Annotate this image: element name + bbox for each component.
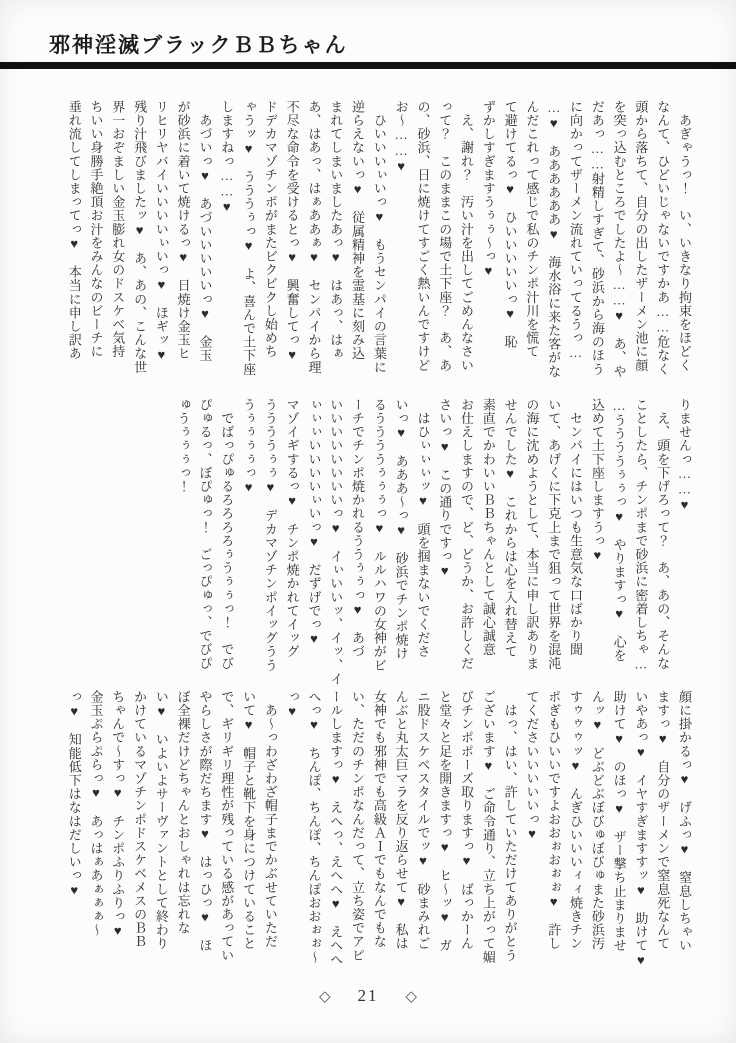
text-column: ことしたら、チンポまで砂浜に密着しちゃ… — [633, 398, 649, 672]
text-column: やらしさが際だちます♥ はっひっ♥ ほ — [197, 690, 213, 953]
text-column: あづいっ♥ あづいいいいいっ♥ 金玉 — [197, 100, 213, 363]
text-column: …♥ ああああああ♥ 海水浴に来た客がな — [546, 100, 562, 378]
footer-diamond-left-icon: ◇ — [318, 988, 331, 1005]
text-column: でばっぴゅるろろろろぅうぅぅっ！ でび — [219, 398, 235, 670]
text-column: っ♥ 知能低下はなはだしいっ♥ — [66, 690, 82, 898]
text-column: 不尽な命令を受けるとっ♥ 興奮してっ♥ — [284, 100, 300, 363]
text-column: っ♥ — [284, 690, 300, 720]
footer-diamond-right-icon: ◇ — [405, 988, 418, 1005]
text-column: センパイにはいつも生意気な口ばかり聞 — [568, 398, 584, 657]
text-column: 込めて土下座しますうっ♥ — [589, 398, 605, 564]
text-column: って？ このままこの場で土下座？ あ、あ — [437, 100, 453, 372]
text-column: ございます♥ ご命令通り、立ち上がって媚 — [480, 690, 496, 964]
text-column: ひいいいぃいっ♥ もうセンパイの言葉に — [371, 100, 387, 374]
text-column: まれてしまいましたあっ♥ はあっ、はぁ — [328, 100, 344, 361]
text-column: はっ、はい、許していただけてありがとう — [502, 690, 518, 962]
text-column: 頭から落ちて、自分の出したザーメン池に顔 — [633, 100, 649, 372]
text-column: あ、はあっ、はぁああぁ♥ センパイから理 — [306, 100, 322, 374]
text-column: 残り汁飛びましたッ♥ あ、あの、こんな世 — [132, 100, 148, 374]
text-column: ーチでチンポ焼かれるううぅぅっ♥ あづ — [350, 398, 366, 659]
text-column: 垂れ流してしまってっ♥ 本当に申し訳あ — [66, 100, 82, 361]
text-column: 女神でも邪神でも高級ＡＩでもなんでもな — [371, 690, 387, 949]
text-column: 逆らえないっ♥ 従属精神を霊基に刻み込 — [350, 100, 366, 361]
text-band-2 — [35, 398, 695, 698]
text-column: せんでした♥ これからは心を入れ替えて — [502, 398, 518, 659]
text-column: 素直でかわいいＢＢちゃんとして誠心誠意 — [480, 398, 496, 657]
text-column: うぅぅぅぅっ♥ — [241, 398, 257, 496]
text-column: しますねっ……♥ — [219, 100, 235, 215]
text-column: なんて、ひどいじゃないですかあ……危なく — [655, 100, 671, 376]
text-column: はひぃぃぃッ♥ 頭を掴まないでくださ — [415, 398, 431, 659]
text-column: 顔に掛かるっ♥ げふっ♥ 窒息しちゃい — [677, 690, 692, 953]
text-column: ゅうぅぅぅっ！ — [175, 398, 191, 494]
text-column: いやあっ♥ イヤすぎますすッ♥ 助けて♥ — [633, 690, 649, 968]
text-column: 金玉ぷらぷらっ♥ あっはぁあぁぁぁ～ — [88, 690, 104, 937]
text-column: に向かってザーメン流れていってるうっ… — [568, 100, 584, 361]
text-column: ちゃんで～すっ♥ チンポふりふりっ♥ — [110, 690, 126, 939]
text-column: へっ♥ ちんぽ、ちんぽ、ちんぽおおぉぉ～ — [306, 690, 322, 964]
text-column: いいいいいいいいっ♥ イぃいいッ、イッ、イ — [328, 398, 344, 686]
text-column: え、頭を下げろって？ あ、あの、そんな — [655, 398, 671, 670]
text-column: あ～っわざわざ帽子までかぶせていただ — [262, 690, 278, 949]
text-column: い、ただのチンポなんだって、立ち姿でアピ — [350, 690, 366, 962]
text-column: かけているマゾチンポドスケベメスのＢＢ — [132, 690, 148, 949]
text-column: の、砂浜、日に焼けてすごく熱いんですけど — [415, 100, 431, 372]
text-column: びチンポポーズ取りますっ♥ ばっかーん — [459, 690, 475, 951]
text-column: ぼ全裸だけどちゃんとおしゃれは忘れな — [175, 690, 191, 935]
text-column: リヒリヤバイいいいいぃいっ♥ ほギッ♥ — [153, 100, 169, 363]
text-band-3 — [35, 690, 695, 990]
text-column: …ううううぅぅっ♥ やりますっ♥ 心を — [611, 398, 627, 663]
text-column: ドデカマゾチンポがまたビクビクし始めち — [262, 100, 278, 359]
text-column: い♥ いよいよサーヴァントとして終わり — [153, 690, 169, 951]
text-column: 界一おぞましい金玉膨れ女のドスケベ気持 — [110, 100, 126, 359]
text-column: ポぎもひいいですよおおぉおぉぉ♥ 許し — [546, 690, 562, 951]
text-column: だあっ……射精しすぎて、砂浜から海のほう — [589, 100, 605, 376]
text-column: んぶと丸太巨マラを反り返らせて♥ 私は — [393, 690, 409, 951]
text-column: ールしますっ♥ えへっ、えへへ♥ えへへ — [328, 690, 344, 966]
text-column: さいっ♥ この通りですっ♥ — [437, 398, 453, 579]
text-column: いて♥ 帽子と靴下を身につけていること — [241, 690, 257, 951]
text-column: を突っ込むところでしたよ～……♥ あ、や — [611, 100, 627, 378]
text-column: んッ♥ どぶどぶぼびゅぼびゅまた砂浜汚 — [589, 690, 605, 951]
page-title: 邪神淫滅ブラックＢＢちゃん — [49, 33, 348, 57]
text-column: ぃぃぃいいいいぃいっ♥ だずげでっ♥ — [306, 398, 322, 647]
text-column: いて、あげくに下克上まで狙って世界を混沌 — [546, 398, 562, 670]
text-column: ちいい身勝手絶頂お汁をみんなのビーチに — [88, 100, 104, 359]
text-column: て避けてるっ♥ ひいいいいいっ♥ 恥 — [502, 100, 518, 349]
text-column: お仕えしますので、ど、どうか、お許しくだ — [459, 398, 475, 670]
text-column: あぎゃうっ！ い、いきなり拘束をほどく — [677, 100, 692, 372]
text-column: ううううぅぅ♥ デカマゾチンポイッグうう — [262, 398, 278, 672]
text-column: ゃうッ♥ うううぅっ♥ よ、喜んで土下座 — [241, 100, 257, 376]
text-band-1 — [35, 100, 695, 400]
text-column: え、謝れ？ 汚い汁を出してごめんなさい — [459, 100, 475, 372]
page-footer — [0, 986, 736, 1006]
text-column: お～……♥ — [393, 100, 409, 174]
text-column: で、ギリギリ理性が残っている感があってい — [219, 690, 235, 962]
text-column: てくださいいいいいっ♥ — [524, 690, 540, 842]
text-column: が砂浜に着いて焼けるっ♥ 日焼け金玉ヒ — [175, 100, 191, 361]
text-column: んだこれって感じで私のチンポ汁川を慌て — [524, 100, 540, 359]
text-column: いっ♥ あああ～っ♥ 砂浜でチンポ焼け — [393, 398, 409, 661]
text-column: ぴゅるっ、ぼぴゅっ！ ごっぴゅっ、でびぴ — [197, 398, 213, 670]
text-column: と堂々と足を開きますっ♥ ヒ～ッ♥ ガ — [437, 690, 453, 953]
text-column: ずかしすぎますうぅぅ～っ♥ — [480, 100, 496, 279]
text-column: 助けて♥ のほっ♥ ザー撃ち止まりませ — [611, 690, 627, 953]
text-column: の海に沈めようとして、本当に申し訳ありま — [524, 398, 540, 670]
text-column: るううううぅぅぅっ♥ ルルハワの女神がビ — [371, 398, 387, 672]
text-column: マゾイギするっ♥ チンポ焼かれてイッグ — [284, 398, 300, 659]
page-number: 21 — [357, 986, 379, 1005]
text-column: りませんっ……♥ — [677, 398, 692, 513]
header-rule — [0, 62, 736, 69]
text-column: すゥゥゥッ♥ んぎひいいいィィ焼きチン — [568, 690, 584, 951]
text-column: ますっ♥ 自分のザーメンで窒息死なんて — [655, 690, 671, 951]
text-column: ニ股ドスケベスタイルでッ♥ 砂まみれご — [415, 690, 431, 951]
